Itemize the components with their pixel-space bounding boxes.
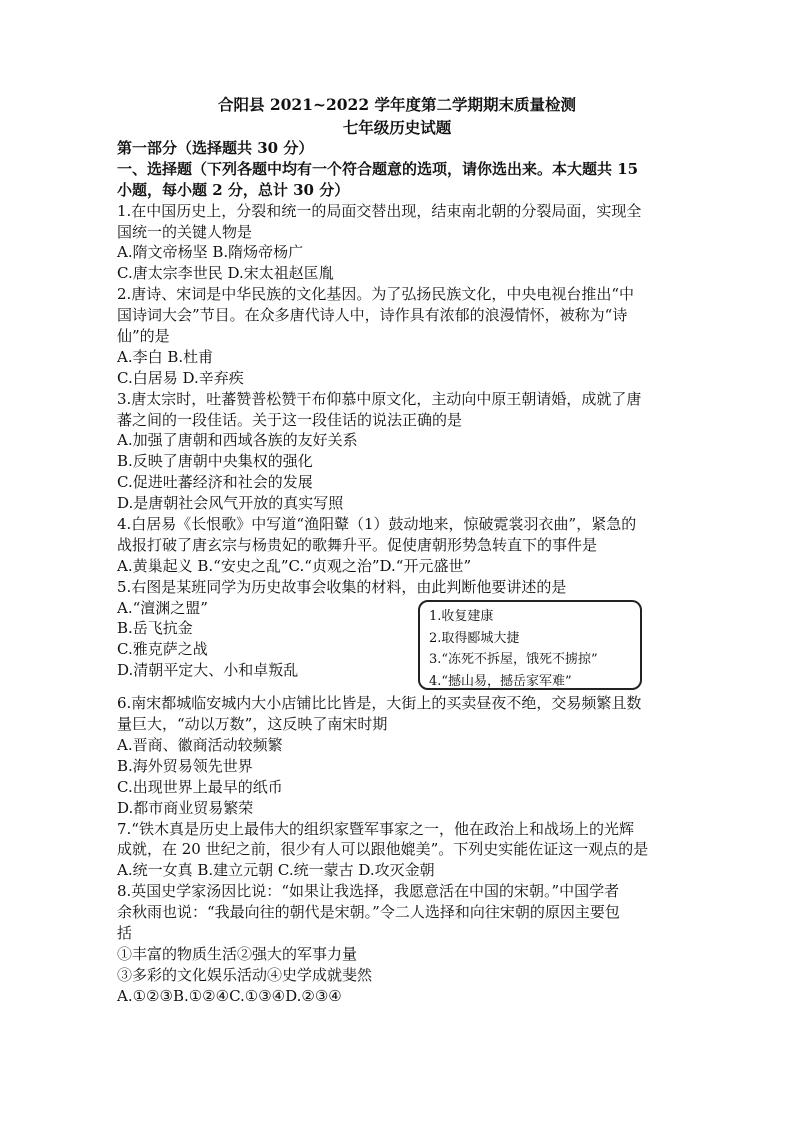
question-options: A.隋文帝杨坚 B.隋炀帝杨广 — [117, 243, 304, 262]
question-2 — [117, 284, 689, 388]
option-d: D.是唐朝社会风气开放的真实写照 — [117, 494, 344, 513]
question-stem: 7.“铁木真是历史上最伟大的组织家暨军事家之一，他在政治上和战场上的光辉 — [117, 819, 634, 838]
option-a: A.晋商、徽商活动较频繁 — [117, 735, 283, 754]
question-stem: 括 — [117, 923, 133, 942]
question-options: C.白居易 D.辛弃疾 — [117, 368, 244, 387]
question-options: A.统一女真 B.建立元朝 C.统一蒙古 D.攻灭金朝 — [117, 861, 435, 880]
question-8 — [117, 881, 689, 1006]
option-d: D.清朝平定大、小和卓叛乱 — [117, 661, 299, 680]
option-b: B.海外贸易领先世界 — [117, 756, 253, 775]
question-stem: 国统一的关键人物是 — [117, 222, 253, 241]
question-stem: 6.南宋都城临安城内大小店铺比比皆是，大街上的买卖昼夜不绝，交易频繁且数 — [117, 694, 642, 713]
question-stem: 蕃之间的一段佳话。关于这一段佳话的说法正确的是 — [117, 410, 463, 429]
question-options: A.黄巢起义 B.“安史之乱”C.“贞观之治”D.“开元盛世” — [117, 556, 472, 575]
option-c: C.出现世界上最早的纸币 — [117, 777, 283, 796]
material-item: 4.“撼山易，撼岳家军难” — [429, 673, 572, 689]
option-a: A.“澶渊之盟” — [117, 598, 208, 617]
question-items: ①丰富的物质生活②强大的军事力量 — [117, 944, 358, 963]
exam-title: 合阳县 2021~2022 学年度第二学期期末质量检测 — [217, 95, 577, 114]
question-options: C.唐太宗李世民 D.宋太祖赵匡胤 — [117, 264, 334, 283]
option-c: C.雅克萨之战 — [117, 640, 208, 659]
question-items: ③多彩的文化娱乐活动④史学成就斐然 — [117, 965, 373, 984]
question-stem: 仙”的是 — [117, 327, 170, 346]
question-stem: 2.唐诗、宋词是中华民族的文化基因。为了弘扬民族文化，中央电视台推出“中 — [117, 285, 634, 304]
exam-content — [117, 138, 689, 1007]
question-1 — [117, 201, 689, 285]
section-instruction: 一、选择题（下列各题中均有一个符合题意的选项，请你选出来。本大题共 15 — [117, 159, 639, 178]
question-stem: 成就，在 20 世纪之前，很少有人可以跟他媲美”。下列史实能佐证这一观点的是 — [117, 840, 649, 859]
question-stem: 4.白居易《长恨歌》中写道“渔阳鼙（1）鼓动地来，惊破霓裳羽衣曲”，紧急的 — [117, 515, 637, 534]
exam-subtitle: 七年级历史试题 — [342, 118, 452, 137]
material-box — [418, 600, 642, 690]
question-options: A.①②③B.①②④C.①③④D.②③④ — [117, 986, 342, 1005]
material-item: 1.收复建康 — [429, 609, 494, 624]
material-item: 3.“冻死不拆屋，饿死不掳掠” — [429, 652, 598, 667]
question-stem: 国诗词大会”节目。在众多唐代诗人中，诗作具有浓郁的浪漫情怀，被称为“诗 — [117, 306, 628, 325]
part-heading: 第一部分（选择题共 30 分） — [117, 139, 314, 157]
material-item: 2.取得郾城大捷 — [429, 630, 520, 646]
question-6 — [117, 693, 689, 818]
question-7 — [117, 819, 689, 882]
option-a: A.加强了唐朝和西域各族的友好关系 — [117, 431, 358, 450]
option-d: D.都市商业贸易繁荣 — [117, 798, 254, 817]
question-stem: 1.在中国历史上，分裂和统一的局面交替出现，结束南北朝的分裂局面，实现全 — [117, 201, 642, 220]
question-options: A.李白 B.杜甫 — [117, 347, 214, 366]
section-instruction: 小题，每小题 2 分，总计 30 分） — [117, 180, 350, 199]
question-stem: 量巨大，“动以万数”，这反映了南宋时期 — [117, 715, 388, 734]
question-stem: 3.唐太宗时，吐蕃赞普松赞干布仰慕中原文化，主动向中原王朝请婚，成就了唐 — [117, 389, 642, 408]
question-stem: 余秋雨也说：“我最向往的朝代是宋朝。”令二人选择和向往宋朝的原因主要包 — [117, 903, 620, 922]
option-c: C.促进吐蕃经济和社会的发展 — [117, 473, 313, 492]
question-4 — [117, 514, 689, 577]
option-b: B.岳飞抗金 — [117, 619, 193, 638]
question-stem: 8.英国史学家汤因比说：“如果让我选择，我愿意活在中国的宋朝。”中国学者 — [117, 882, 620, 901]
question-3 — [117, 389, 689, 514]
question-stem: 5.右图是某班同学为历史故事会收集的材料，由此判断他要讲述的是 — [117, 577, 567, 596]
question-stem: 战报打破了唐玄宗与杨贵妃的歌舞升平。促使唐朝形势急转直下的事件是 — [117, 535, 598, 554]
option-b: B.反映了唐朝中央集权的强化 — [117, 452, 313, 471]
